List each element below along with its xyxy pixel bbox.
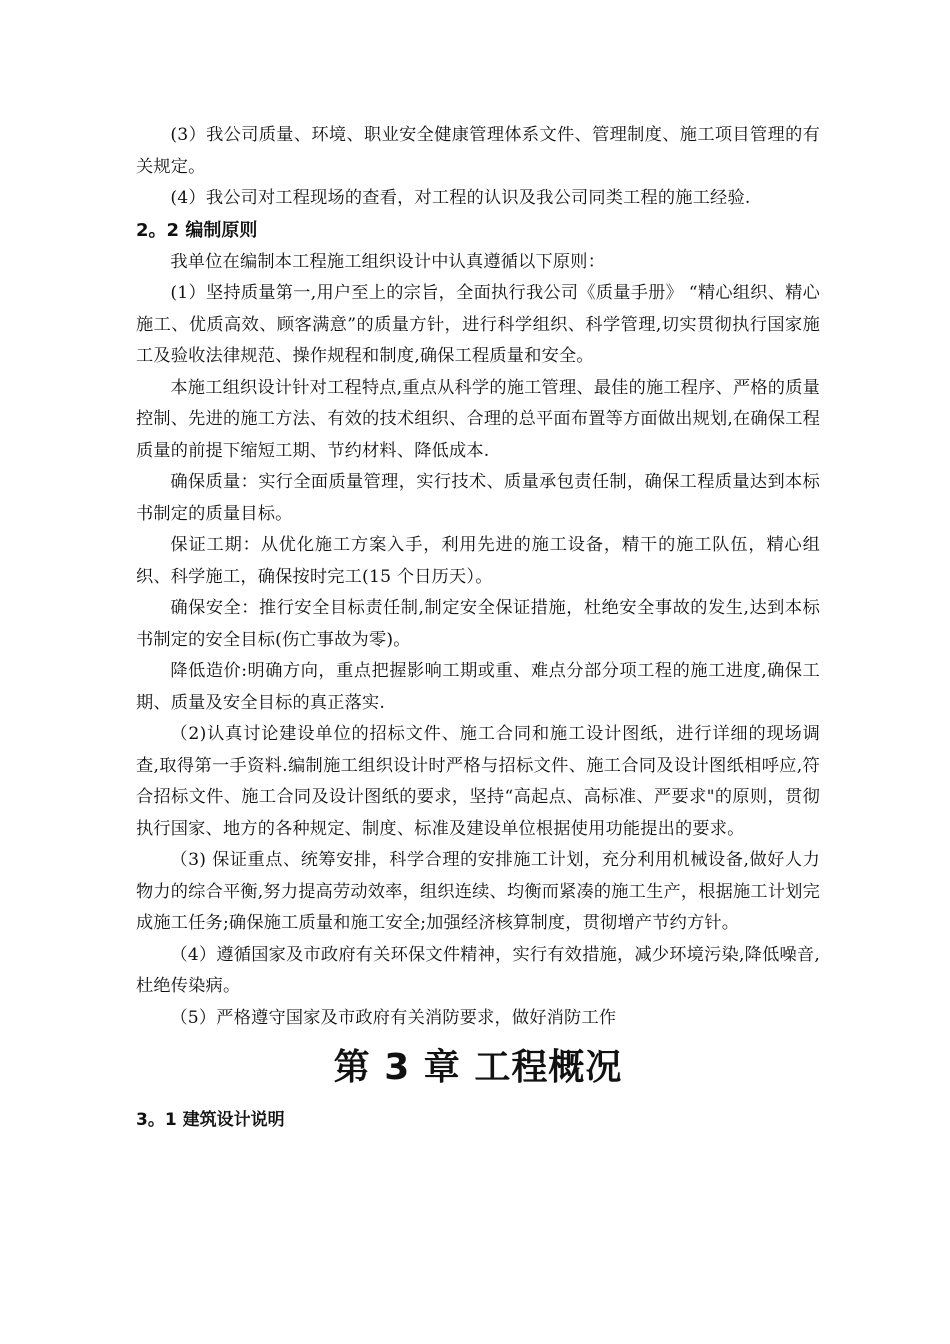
principle-1: (1）坚持质量第一,用户至上的宗旨，全面执行我公司《质量手册》 “精心组织、精心施工、优质高效、顾客满意”的质量方针，进行科学组织、科学管理,切实贯彻执行国家施工及验收法律规范、操作规程和制度,确保工程质量和安全。 [136, 283, 820, 366]
principle-2: （2)认真讨论建设单位的招标文件、施工合同和施工设计图纸，进行详细的现场调查,取得第一手资料.编制施工组织设计时严格与招标文件、施工合同及设计图纸相呼应,符合招标文件、施工合同及设计图纸的要求，坚持“高起点、高标准、严要求"的原则，贯彻执行国家、地方的各种规定、制度、标准及建设单位根据使用功能提出的要求。 [136, 724, 820, 839]
paragraph-3: (3）我公司质量、环境、职业安全健康管理体系文件、管理制度、施工项目管理的有关规定。 [136, 125, 820, 177]
section-heading-3-1: 3。1 建筑设计说明 [136, 1110, 285, 1130]
principle-4: （4）遵循国家及市政府有关环保文件精神，实行有效措施，减少环境污染,降低噪音,杜绝传染病。 [136, 944, 820, 996]
principle-planning: 本施工组织设计针对工程特点,重点从科学的施工管理、最佳的施工程序、严格的质量控制、先进的施工方法、有效的技术组织、合理的总平面布置等方面做出规划,在确保工程质量的前提下缩短工期、节约材料、降低成本. [136, 377, 820, 461]
section-heading-2-2: 2。2 编制原则 [136, 219, 258, 241]
principle-cost: 降低造价:明确方向，重点把握影响工期或重、难点分部分项工程的施工进度,确保工期、质量及安全目标的真正落实. [136, 661, 820, 713]
chapter-title: 第 3 章 工程概况 [333, 1047, 623, 1088]
document-page [136, 120, 820, 1136]
principle-quality: 确保质量：实行全面质量管理，实行技术、质量承包责任制，确保工程质量达到本标书制定的质量目标。 [136, 472, 820, 524]
principle-5: （5）严格遵守国家及市政府有关消防要求，做好消防工作 [170, 1007, 617, 1028]
principle-3: （3) 保证重点、统筹安排，科学合理的安排施工计划，充分利用机械设备,做好人力物力的综合平衡,努力提高劳动效率，组织连续、均衡而紧凑的施工生产，根据施工计划完成施工任务;确保施工质量和施工安全;加强经济核算制度，贯彻增产节约方针。 [136, 850, 820, 933]
paragraph-4: (4）我公司对工程现场的查看，对工程的认识及我公司同类工程的施工经验. [170, 188, 751, 208]
principle-schedule: 保证工期：从优化施工方案入手，利用先进的施工设备，精干的施工队伍，精心组织、科学施工，确保按时完工(15 个日历天）。 [136, 535, 820, 587]
principles-intro: 我单位在编制本工程施工组织设计中认真遵循以下原则： [170, 251, 606, 272]
principle-safety: 确保安全：推行安全目标责任制,制定安全保证措施，杜绝安全事故的发生,达到本标书制定的安全目标(伤亡事故为零)。 [136, 598, 820, 650]
